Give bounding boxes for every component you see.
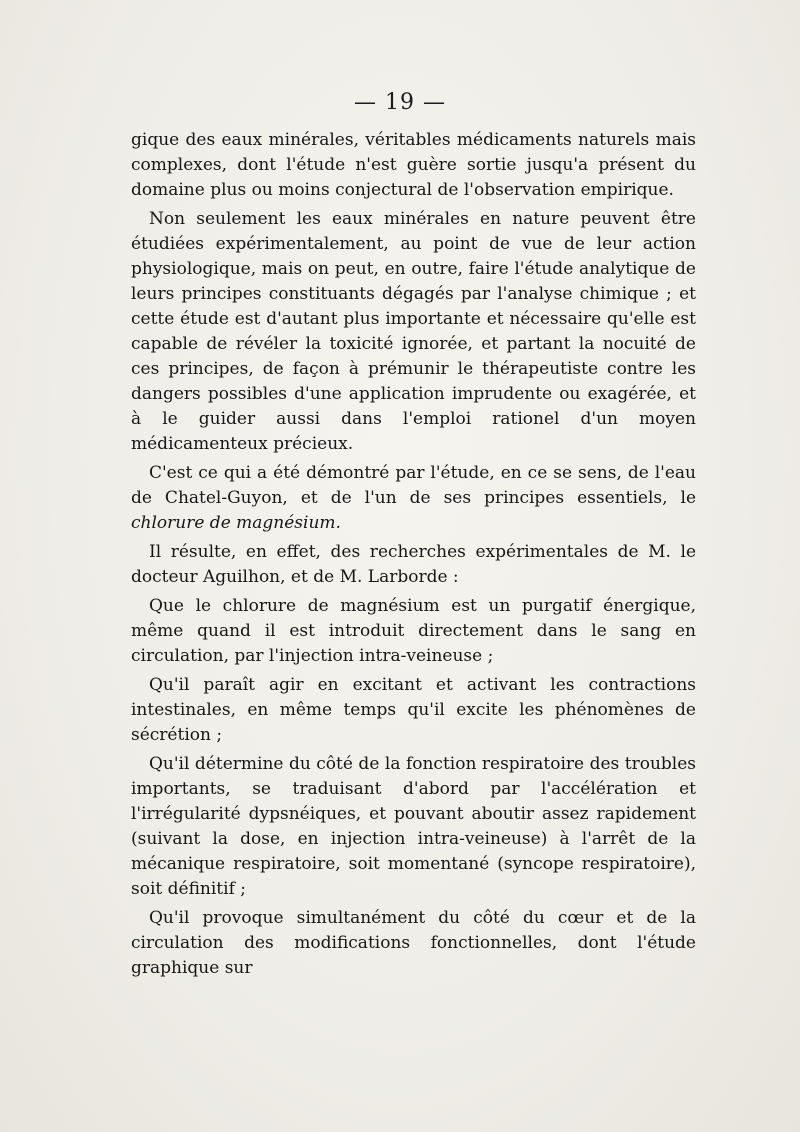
- paragraph-4: Il résulte, en effet, des recherches expérimentales de M. le docteur Aguilhon, et de M. Larborde :: [131, 542, 696, 587]
- paragraph-1: gique des eaux minérales, véritables médicaments naturels mais complexes, dont l'étude n'est guère sortie jusqu'a présent du domaine plus ou moins conjectural de l'observation empirique.: [131, 130, 696, 200]
- body-text: [131, 128, 696, 985]
- paragraph-6: Qu'il paraît agir en excitant et activant les contractions intestinales, en même temps qu'il excite les phénomènes de sécrétion ;: [131, 675, 696, 745]
- paragraph-3-text: C'est ce qui a été démontré par l'étude, en ce se sens, de l'eau de Chatel-Guyon, et de l'un de ses principes essentiels, le: [131, 463, 696, 508]
- paragraph-5: Que le chlorure de magnésium est un purgatif énergique, même quand il est introduit directement dans le sang en circulation, par l'injection intra-veineuse ;: [131, 596, 696, 666]
- page-number: — 19 —: [354, 90, 446, 115]
- paragraph-3: [131, 461, 696, 536]
- paragraph-7: Qu'il détermine du côté de la fonction respiratoire des troubles importants, se traduisant d'abord par l'accélération et l'irrégularité dypsnéiques, et pouvant aboutir assez rapidement (suivant la dose, en injection intra-veineuse) à l'arrêt de la mécanique respiratoire, soit momentané (syncope respiratoire), soit définitif ;: [131, 754, 696, 899]
- paragraph-3-italic: chlorure de magnésium.: [131, 513, 341, 533]
- paragraph-2: Non seulement les eaux minérales en nature peuvent être étudiées expérimentalement, au point de vue de leur action physiologique, mais on peut, en outre, faire l'étude analytique de leurs principes constituants dégagés par l'analyse chimique ; et cette étude est d'autant plus importante et nécessaire qu'elle est capable de révéler la toxicité ignorée, et partant la nocuité de ces principes, de façon à prémunir le thérapeutiste contre les dangers possibles d'une application imprudente ou exagérée, et à le guider aussi dans l'emploi rationel d'un moyen médicamenteux précieux.: [131, 209, 696, 454]
- paragraph-8: Qu'il provoque simultanément du côté du cœur et de la circulation des modifications fonctionnelles, dont l'étude graphique sur: [131, 908, 696, 978]
